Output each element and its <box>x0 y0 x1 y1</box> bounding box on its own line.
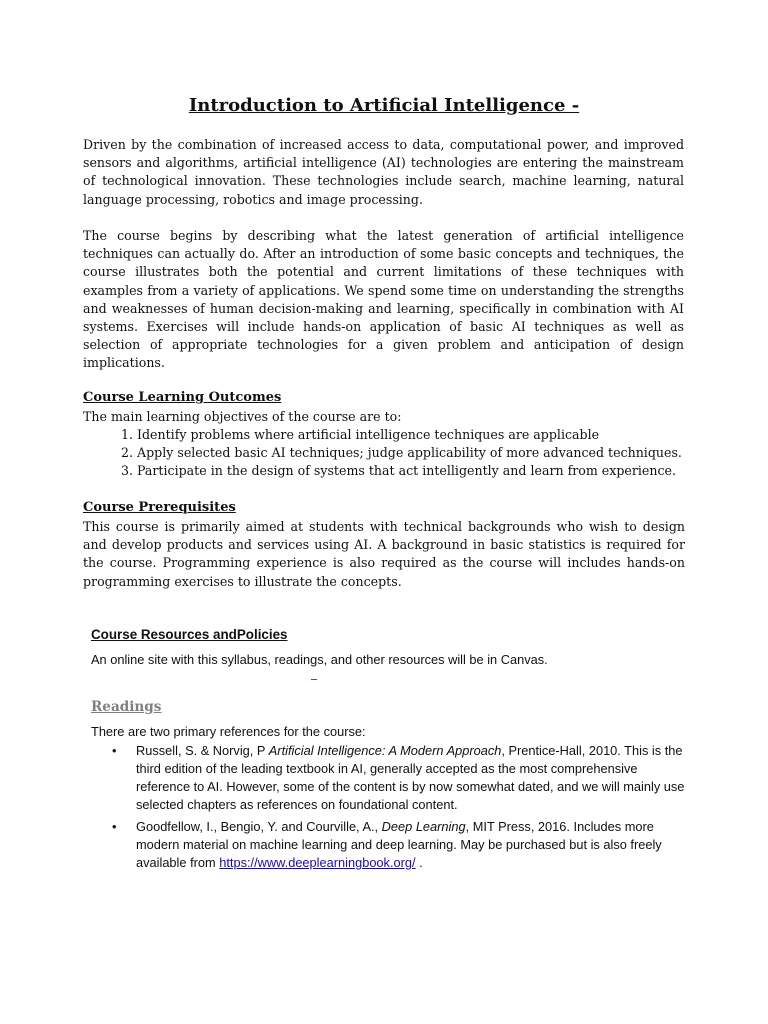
learning-outcomes-heading: Course Learning Outcomes <box>83 390 282 405</box>
deep-learning-book-link[interactable]: https://www.deeplearningbook.org/ <box>219 855 416 870</box>
reference-book-title: Deep Learning <box>381 819 466 834</box>
empty-link-mark[interactable] <box>311 679 317 680</box>
readings-heading: Readings <box>91 699 162 715</box>
prerequisites-paragraph: This course is primarily aimed at students with technical backgrounds who wish to design and develop products and services using AI. A background in basic statistics is required for the course. Programming experience is also required as the course will includes hands-on programming exercises to illustrate the concepts. <box>83 519 685 589</box>
list-item: 2. Apply selected basic AI techniques; judge applicability of more advanced techniques. <box>137 444 747 462</box>
list-item <box>91 742 691 814</box>
list-item: 3. Participate in the design of systems that act intelligently and learn from experience. <box>137 462 747 480</box>
resources-text: An online site with this syllabus, readings, and other resources will be in Canvas. <box>91 652 548 667</box>
readings-intro: There are two primary references for the course: <box>91 724 366 739</box>
reference-book-title: Artificial Intelligence: A Modern Approach <box>268 743 502 758</box>
bullet-icon: • <box>112 819 117 834</box>
reference-details: , MIT Press, 2016. Includes more modern material on machine learning and deep learning. May be purchased but is also freely available from <box>136 819 662 870</box>
list-item: 1. Identify problems where artificial intelligence techniques are applicable <box>137 426 747 444</box>
learning-outcomes-list <box>83 426 747 481</box>
references-list <box>91 742 691 876</box>
reference-end: . <box>415 855 423 870</box>
list-item <box>91 818 691 872</box>
reference-details: , Prentice-Hall, 2010. This is the third edition of the leading textbook in AI, generally accepted as the most comprehensive reference to AI. However, some of the content is by now somewhat dated, and we will mainly use selected chapters as references on foundational content. <box>136 743 685 812</box>
bullet-icon: • <box>112 743 117 758</box>
intro-paragraph: Driven by the combination of increased access to data, computational power, and improved sensors and algorithms, artificial intelligence (AI) technologies are entering the mainstream of technological innovation. These technologies include search, machine learning, natural language processing, robotics and image processing. <box>83 137 684 207</box>
page-title: Introduction to Artificial Intelligence - <box>188 95 580 116</box>
prerequisites-heading: Course Prerequisites <box>83 500 236 515</box>
reference-authors: Goodfellow, I., Bengio, Y. and Courville, A., <box>136 819 382 834</box>
resources-heading: Course Resources andPolicies <box>91 627 288 642</box>
reference-authors: Russell, S. & Norvig, P <box>136 743 269 758</box>
learning-outcomes-intro: The main learning objectives of the course are to: <box>83 409 402 424</box>
course-description-paragraph: The course begins by describing what the latest generation of artificial intelligence techniques can actually do. After an introduction of some basic concepts and techniques, the course illustrates both the potential and current limitations of these techniques with examples from a variety of applications. We spend some time on understanding the strengths and weaknesses of human decision-making and learning, specifically in combination with AI systems. Exercises will include hands-on application of basic AI techniques as well as selection of appropriate technologies for a given problem and anticipation of design implications. <box>83 228 684 371</box>
